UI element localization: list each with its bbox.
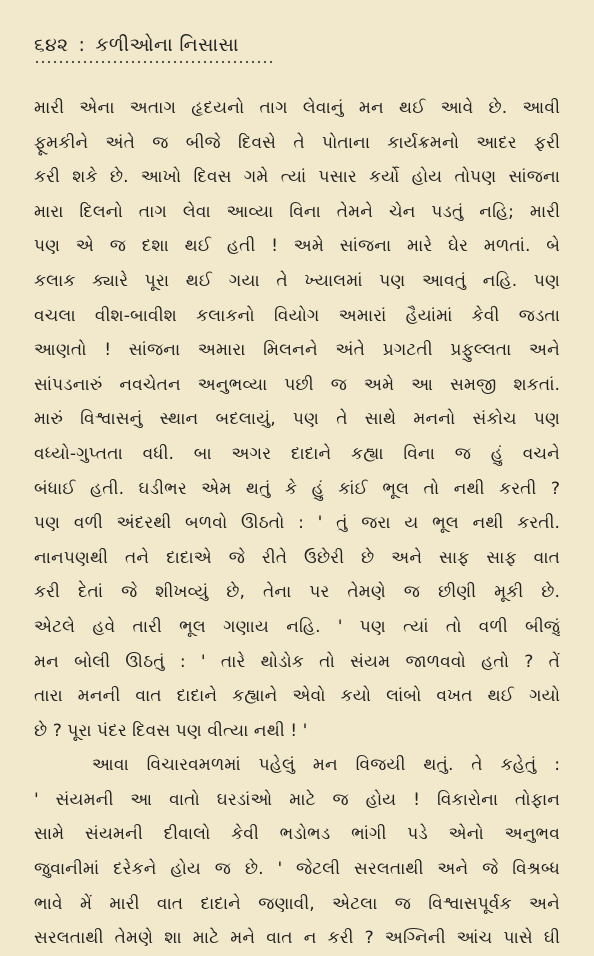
chapter-title: કળીઓના નિસાસા [95, 34, 239, 56]
text-line: પણ વળી અંદરથી બળવો ઊઠતો : ' તું જરા ય ભૂલ નથી કરતી. [34, 513, 560, 534]
page-number: ૬૪૨ [34, 34, 69, 56]
text-line: પણ એ જ દશા થઈ હતી ! અમે સાંજના મારે ઘેર મળતાં. બે [34, 236, 560, 257]
text-line: તારા મનની વાત દાદાને કહ્યાને એવો કયો લાંબો વખત થઈ ગયો [34, 686, 560, 707]
text-line: ' સંયમની આ વાતો ઘરડાંઓ માટે જ હોય ! વિકારોના તોફાન [34, 789, 560, 810]
text-line: મારી એના અતાગ હૃદયનો તાગ લેવાનું મન થઈ આવે છે. આવી [34, 98, 560, 118]
text-line: આણતો ! સાંજના અમારા મિલનને અંતે પ્રગટતી પ્રફુલ્લતા અને [34, 340, 560, 361]
header-dotted-rule [34, 59, 274, 65]
text-line: આવા વિચારવમળમાં પહેલું મન વિજયી થતું. તે કહેતું : [92, 755, 560, 776]
running-header [34, 34, 560, 56]
text-line: કરી શકે છે. આખો દિવસ ગમે ત્યાં પસાર કર્યો હોય તોપણ સાંજના [34, 167, 560, 188]
text-line: બંધાઈ હતી. ઘડીભર એમ થતું કે હું કાંઈ ભૂલ તો નથી કરતી ? [34, 478, 560, 499]
text-line: મારા દિલનો તાગ લેવા આવ્યા વિના તેમને ચેન પડતું નહિ; મારી [34, 201, 560, 222]
text-line: વધ્યો-ગુપ્તતા વધી. બા અગર દાદાને કહ્યા વિના જ હું વચને [34, 443, 560, 464]
text-line: સામે સંયમની દીવાલો કેવી ભડોભડ ભાંગી પડે એનો અનુભવ [34, 824, 560, 845]
body-text [34, 91, 560, 956]
text-line: મન બોલી ઊઠતું : ' તારે થોડોક તો સંયમ જાળવવો હતો ? તેં [34, 651, 560, 672]
text-line: જુવાનીમાં દરેકને હોય જ છે. ' જેટલી સરલતાથી અને જે વિશ્રબ્ધ [34, 859, 560, 880]
text-line: છે ? પૂરા પંદર દિવસ પણ વીત્યા નથી ! ' [34, 720, 308, 741]
text-line: કરી દેતાં જે શીખવ્યું છે, તેના પર તેમણે જ છીણી મૂકી છે. [34, 582, 560, 603]
paragraph-1 [34, 91, 560, 748]
text-line: ફૂમકીને અંતે જ બીજે દિવસે તે પોતાના કાર્યક્રમનો આદર ફરી [34, 132, 560, 153]
text-line: સાંપડનારું નવચેતન અનુભવ્યા પછી જ અમે આ સમજી શકતાં. [34, 374, 560, 395]
text-line: કલાક ક્યારે પૂરા થઈ ગયા તે ખ્યાલમાં પણ આવતું નહિ. પણ [34, 270, 560, 291]
text-line: સરલતાથી તેમણે શા માટે મને વાત ન કરી ? અગ્નિની આંચ પાસે ઘી [34, 928, 560, 949]
text-line: ભાવે મેં મારી વાત દાદાને જણાવી, એટલા જ વિશ્વાસપૂર્વક અને [34, 893, 560, 914]
paragraph-2 [34, 748, 560, 956]
text-line: નાનપણથી તને દાદાએ જે રીતે ઉછેરી છે અને સાફ સાફ વાત [34, 547, 560, 568]
text-line: મારું વિશ્વાસનું સ્થાન બદલાયું, પણ તે સાથે મનનો સંકોચ પણ [34, 409, 560, 430]
header-separator: : [78, 34, 86, 56]
text-line: વચલા વીશ-બાવીશ કલાકનો વિયોગ અમારાં હૈયાંમાં કેવી જડતા [34, 305, 560, 326]
text-line: એટલે હવે તારી ભૂલ ગણાય નહિ. ' પણ ત્યાં તો વળી બીજું [34, 616, 560, 637]
